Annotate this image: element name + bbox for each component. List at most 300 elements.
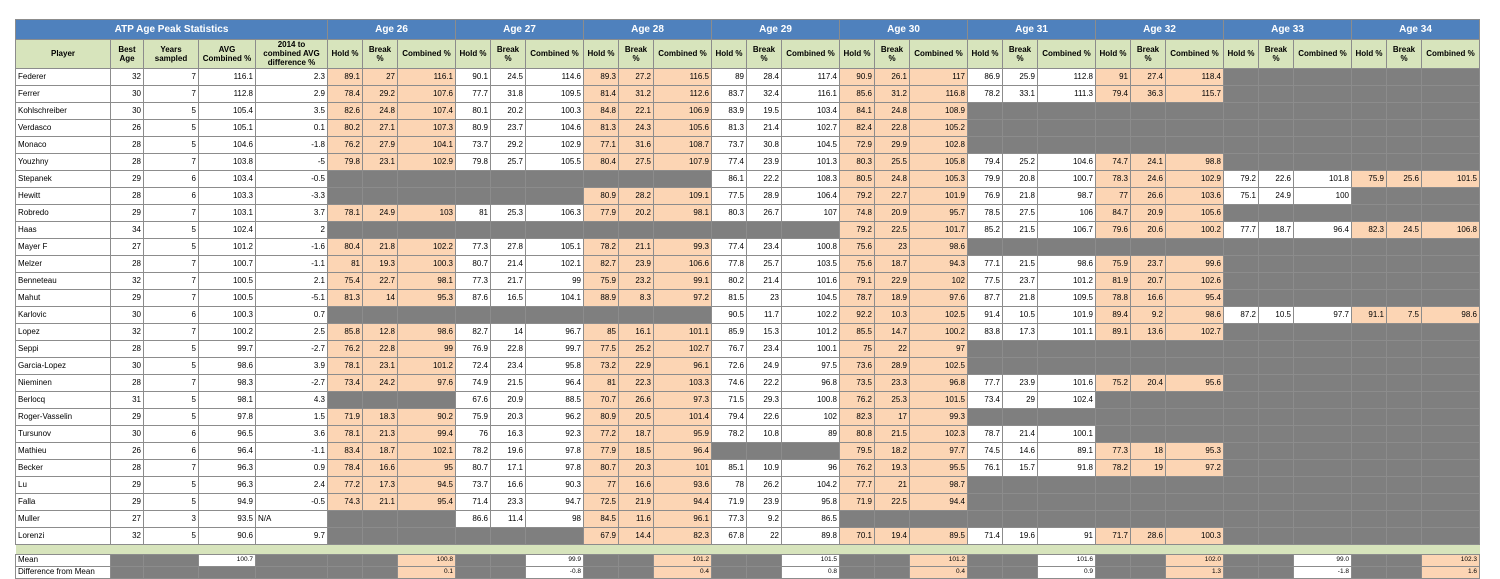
break-cell: 27.9 xyxy=(363,136,398,153)
combined-cell: 99 xyxy=(526,272,584,289)
empty-age-cell xyxy=(1224,374,1259,391)
empty-age-cell xyxy=(1294,391,1352,408)
summary-blank xyxy=(256,554,328,566)
hold-cell: 80.4 xyxy=(584,153,619,170)
hold-cell: 83.4 xyxy=(328,442,363,459)
diff-2014-cell: 4.3 xyxy=(256,391,328,408)
summary-blank xyxy=(491,554,526,566)
years-sampled-column-header: Years sampled xyxy=(144,40,199,69)
player-name: Verdasco xyxy=(16,119,111,136)
break-cell: 23.9 xyxy=(747,153,782,170)
avg-combined-cell: 100.3 xyxy=(199,306,256,323)
empty-age-cell xyxy=(619,221,654,238)
break-cell: 20.9 xyxy=(1131,204,1166,221)
empty-age-cell xyxy=(747,221,782,238)
hold-cell: 77 xyxy=(584,476,619,493)
empty-age-cell xyxy=(1166,425,1224,442)
empty-age-cell xyxy=(654,221,712,238)
empty-age-cell xyxy=(1131,357,1166,374)
empty-age-cell xyxy=(1422,272,1480,289)
empty-age-cell xyxy=(526,170,584,187)
diff-2014-column-header: 2014 to combined AVG difference % xyxy=(256,40,328,69)
hold-cell: 78.2 xyxy=(968,85,1003,102)
empty-age-cell xyxy=(1003,102,1038,119)
combined-cell: 99.6 xyxy=(1166,255,1224,272)
combined-cell: 94.5 xyxy=(398,476,456,493)
break-cell: 22.5 xyxy=(875,221,910,238)
summary-blank xyxy=(456,554,491,566)
avg-combined-cell: 104.6 xyxy=(199,136,256,153)
empty-age-cell xyxy=(1387,102,1422,119)
player-row xyxy=(16,527,1480,544)
empty-age-cell xyxy=(1224,442,1259,459)
break-cell: 23.4 xyxy=(491,357,526,374)
empty-age-cell xyxy=(1096,391,1131,408)
hold-cell: 79.6 xyxy=(1096,221,1131,238)
break-cell: 21.8 xyxy=(1003,289,1038,306)
empty-age-cell xyxy=(1038,340,1096,357)
empty-age-cell xyxy=(328,187,363,204)
age-diff-cell: -1.8 xyxy=(1294,566,1352,578)
empty-age-cell xyxy=(1003,119,1038,136)
empty-age-cell xyxy=(1224,153,1259,170)
avg-combined-cell: 103.1 xyxy=(199,204,256,221)
combined-cell: 100.8 xyxy=(782,238,840,255)
combined-cell: 82.3 xyxy=(654,527,712,544)
combined-cell: 116.1 xyxy=(398,68,456,85)
empty-age-cell xyxy=(1096,408,1131,425)
break-cell: 15.7 xyxy=(1003,459,1038,476)
combined-cell: 101.9 xyxy=(1038,306,1096,323)
empty-age-cell xyxy=(1387,476,1422,493)
combined-cell: 97.8 xyxy=(526,459,584,476)
combined-cell: 115.7 xyxy=(1166,85,1224,102)
break-cell: 24.6 xyxy=(1131,170,1166,187)
hold-cell: 75.6 xyxy=(840,255,875,272)
break-cell: 22.3 xyxy=(619,374,654,391)
combined-cell: 93.6 xyxy=(654,476,712,493)
combined-cell: 106.9 xyxy=(654,102,712,119)
summary-blank xyxy=(968,554,1003,566)
best-age-cell: 26 xyxy=(111,442,144,459)
age-group-header: Age 30 xyxy=(840,20,968,40)
combined-cell: 98.8 xyxy=(1166,153,1224,170)
empty-age-cell xyxy=(1038,238,1096,255)
hold-cell: 77 xyxy=(1096,187,1131,204)
break-cell: 9.2 xyxy=(1131,306,1166,323)
best-age-column-header: Best Age xyxy=(111,40,144,69)
break-cell: 27.1 xyxy=(363,119,398,136)
combined-cell: 96.8 xyxy=(782,374,840,391)
hold-cell: 83.7 xyxy=(712,85,747,102)
break-cell: 29 xyxy=(1003,391,1038,408)
break-cell: 27.5 xyxy=(1003,204,1038,221)
hold-cell: 73.7 xyxy=(712,136,747,153)
empty-age-cell xyxy=(398,391,456,408)
empty-age-cell xyxy=(1294,323,1352,340)
avg-combined-cell: 100.2 xyxy=(199,323,256,340)
combined-cell: 97.5 xyxy=(782,357,840,374)
combined-cell: 95.6 xyxy=(1166,374,1224,391)
player-row xyxy=(16,442,1480,459)
break-column-header: Break % xyxy=(875,40,910,69)
hold-cell: 76.1 xyxy=(968,459,1003,476)
summary-blank xyxy=(491,566,526,578)
empty-age-cell xyxy=(1352,374,1387,391)
break-cell: 24.2 xyxy=(363,374,398,391)
empty-age-cell xyxy=(1294,340,1352,357)
hold-cell: 81 xyxy=(584,374,619,391)
hold-cell: 80.9 xyxy=(456,119,491,136)
break-cell: 27 xyxy=(363,68,398,85)
empty-age-cell xyxy=(1294,68,1352,85)
hold-cell: 82.6 xyxy=(328,102,363,119)
break-cell: 20.9 xyxy=(875,204,910,221)
hold-cell: 74.5 xyxy=(968,442,1003,459)
empty-age-cell xyxy=(1131,119,1166,136)
overall-mean-cell: 100.7 xyxy=(199,554,256,566)
combined-cell: 98.1 xyxy=(654,204,712,221)
age-mean-cell: 101.2 xyxy=(910,554,968,566)
break-cell: 25.2 xyxy=(1003,153,1038,170)
empty-age-cell xyxy=(1387,153,1422,170)
hold-cell: 79.9 xyxy=(968,170,1003,187)
diff-2014-cell: 2.4 xyxy=(256,476,328,493)
break-cell: 14 xyxy=(491,323,526,340)
combined-cell: 117.4 xyxy=(782,68,840,85)
combined-cell: 89.5 xyxy=(910,527,968,544)
combined-cell: 92.3 xyxy=(526,425,584,442)
break-column-header: Break % xyxy=(619,40,654,69)
break-cell: 23.7 xyxy=(1131,255,1166,272)
years-sampled-cell: 7 xyxy=(144,204,199,221)
combined-cell: 99.3 xyxy=(910,408,968,425)
empty-age-cell xyxy=(1259,493,1294,510)
combined-cell: 117 xyxy=(910,68,968,85)
empty-age-cell xyxy=(1259,204,1294,221)
break-cell: 24.9 xyxy=(363,204,398,221)
break-cell: 11.6 xyxy=(619,510,654,527)
empty-age-cell xyxy=(1259,459,1294,476)
summary-blank xyxy=(875,554,910,566)
break-cell: 22.8 xyxy=(491,340,526,357)
combined-cell: 102.8 xyxy=(910,136,968,153)
hold-column-header: Hold % xyxy=(584,40,619,69)
break-cell: 16.5 xyxy=(491,289,526,306)
hold-cell: 78.4 xyxy=(328,85,363,102)
player-row xyxy=(16,323,1480,340)
break-cell: 18.2 xyxy=(875,442,910,459)
empty-age-cell xyxy=(1224,204,1259,221)
break-cell: 36.3 xyxy=(1131,85,1166,102)
empty-age-cell xyxy=(1352,85,1387,102)
years-sampled-cell: 5 xyxy=(144,408,199,425)
player-name: Becker xyxy=(16,459,111,476)
hold-cell: 72.9 xyxy=(840,136,875,153)
hold-cell: 87.2 xyxy=(1224,306,1259,323)
avg-combined-column-header: AVG Combined % xyxy=(199,40,256,69)
combined-cell: 90.2 xyxy=(398,408,456,425)
hold-cell: 77.3 xyxy=(456,272,491,289)
hold-cell: 85.5 xyxy=(840,323,875,340)
combined-cell: 94.4 xyxy=(910,493,968,510)
empty-age-cell xyxy=(526,527,584,544)
years-sampled-cell: 5 xyxy=(144,102,199,119)
years-sampled-cell: 7 xyxy=(144,323,199,340)
empty-age-cell xyxy=(1352,136,1387,153)
empty-age-cell xyxy=(968,119,1003,136)
age-diff-cell: 0.1 xyxy=(398,566,456,578)
empty-age-cell xyxy=(1352,493,1387,510)
best-age-cell: 26 xyxy=(111,119,144,136)
empty-age-cell xyxy=(328,527,363,544)
age-diff-cell: 1.3 xyxy=(1166,566,1224,578)
break-cell: 21.3 xyxy=(363,425,398,442)
empty-age-cell xyxy=(968,476,1003,493)
player-name: Monaco xyxy=(16,136,111,153)
combined-cell: 116.8 xyxy=(910,85,968,102)
combined-cell: 102.1 xyxy=(526,255,584,272)
empty-age-cell xyxy=(1131,493,1166,510)
summary-blank xyxy=(328,554,363,566)
break-cell: 28.2 xyxy=(619,187,654,204)
break-cell: 20.2 xyxy=(619,204,654,221)
empty-age-cell xyxy=(712,442,747,459)
break-cell: 31.2 xyxy=(619,85,654,102)
hold-cell: 91 xyxy=(1096,68,1131,85)
years-sampled-cell: 7 xyxy=(144,272,199,289)
empty-age-cell xyxy=(398,170,456,187)
empty-age-cell xyxy=(1003,493,1038,510)
break-cell: 14.4 xyxy=(619,527,654,544)
summary-blank xyxy=(1224,566,1259,578)
summary-blank xyxy=(1131,566,1166,578)
break-cell: 19 xyxy=(1131,459,1166,476)
age-mean-cell: 101.5 xyxy=(782,554,840,566)
combined-cell: 97.8 xyxy=(526,442,584,459)
hold-cell: 86.6 xyxy=(456,510,491,527)
hold-cell: 74.8 xyxy=(840,204,875,221)
diff-2014-cell: -2.7 xyxy=(256,374,328,391)
break-cell: 24.9 xyxy=(1259,187,1294,204)
hold-cell: 92.2 xyxy=(840,306,875,323)
combined-cell: 118.4 xyxy=(1166,68,1224,85)
break-cell: 25.3 xyxy=(875,391,910,408)
empty-age-cell xyxy=(1166,102,1224,119)
best-age-cell: 30 xyxy=(111,425,144,442)
break-cell: 31.2 xyxy=(875,85,910,102)
empty-age-cell xyxy=(1038,357,1096,374)
best-age-cell: 28 xyxy=(111,340,144,357)
hold-cell: 79.4 xyxy=(1096,85,1131,102)
empty-age-cell xyxy=(1259,119,1294,136)
empty-age-cell xyxy=(1387,289,1422,306)
hold-cell: 78.2 xyxy=(584,238,619,255)
break-cell: 20.3 xyxy=(619,459,654,476)
player-name: Nieminen xyxy=(16,374,111,391)
combined-cell: 105.6 xyxy=(1166,204,1224,221)
empty-age-cell xyxy=(1352,204,1387,221)
empty-age-cell xyxy=(363,527,398,544)
hold-cell: 76.9 xyxy=(968,187,1003,204)
empty-age-cell xyxy=(1294,374,1352,391)
hold-cell: 75.1 xyxy=(1224,187,1259,204)
break-cell: 24.8 xyxy=(875,170,910,187)
combined-cell: 100.2 xyxy=(910,323,968,340)
player-name: Roger-Vasselin xyxy=(16,408,111,425)
diff-2014-cell: 2.5 xyxy=(256,323,328,340)
avg-combined-cell: 103.8 xyxy=(199,153,256,170)
hold-cell: 77.3 xyxy=(456,238,491,255)
hold-cell: 71.7 xyxy=(1096,527,1131,544)
best-age-cell: 28 xyxy=(111,136,144,153)
empty-age-cell xyxy=(619,170,654,187)
empty-age-cell xyxy=(968,340,1003,357)
hold-cell: 81.5 xyxy=(712,289,747,306)
age-group-header: Age 31 xyxy=(968,20,1096,40)
combined-cell: 91 xyxy=(1038,527,1096,544)
player-row xyxy=(16,272,1480,289)
empty-age-cell xyxy=(1294,85,1352,102)
hold-cell: 86.9 xyxy=(968,68,1003,85)
avg-combined-cell: 98.1 xyxy=(199,391,256,408)
break-column-header: Break % xyxy=(1003,40,1038,69)
hold-column-header: Hold % xyxy=(1224,40,1259,69)
best-age-cell: 30 xyxy=(111,102,144,119)
empty-age-cell xyxy=(1422,85,1480,102)
summary-label: Difference from Mean xyxy=(16,566,111,578)
combined-cell: 98.7 xyxy=(910,476,968,493)
hold-cell: 73.5 xyxy=(840,374,875,391)
header-row-columns xyxy=(16,40,1480,69)
break-cell: 29.3 xyxy=(747,391,782,408)
hold-cell: 76.7 xyxy=(712,340,747,357)
age-mean-cell: 101.6 xyxy=(1038,554,1096,566)
combined-column-header: Combined % xyxy=(1422,40,1480,69)
age-group-header: Age 34 xyxy=(1352,20,1480,40)
summary-blank xyxy=(968,566,1003,578)
avg-combined-cell: 96.3 xyxy=(199,459,256,476)
combined-cell: 101.2 xyxy=(398,357,456,374)
combined-cell: 98.7 xyxy=(1038,187,1096,204)
empty-age-cell xyxy=(1422,510,1480,527)
combined-cell: 103.4 xyxy=(782,102,840,119)
combined-cell: 102.3 xyxy=(910,425,968,442)
summary-blank xyxy=(256,566,328,578)
combined-cell: 91.8 xyxy=(1038,459,1096,476)
break-column-header: Break % xyxy=(363,40,398,69)
combined-cell: 100.3 xyxy=(1166,527,1224,544)
years-sampled-cell: 5 xyxy=(144,340,199,357)
break-cell: 21.1 xyxy=(363,493,398,510)
empty-age-cell xyxy=(363,221,398,238)
mean-row xyxy=(16,554,1480,566)
diff-2014-cell: 2.9 xyxy=(256,85,328,102)
hold-cell: 77.7 xyxy=(456,85,491,102)
empty-age-cell xyxy=(1422,374,1480,391)
player-name: Garcia-Lopez xyxy=(16,357,111,374)
break-cell: 22.8 xyxy=(363,340,398,357)
empty-age-cell xyxy=(1422,255,1480,272)
best-age-cell: 28 xyxy=(111,255,144,272)
empty-age-cell xyxy=(398,527,456,544)
empty-age-cell xyxy=(456,306,491,323)
combined-cell: 94.3 xyxy=(910,255,968,272)
empty-age-cell xyxy=(1352,510,1387,527)
empty-age-cell xyxy=(1003,340,1038,357)
header-row-age-groups xyxy=(16,20,1480,40)
empty-age-cell xyxy=(363,391,398,408)
years-sampled-cell: 6 xyxy=(144,170,199,187)
player-name: Mathieu xyxy=(16,442,111,459)
empty-age-cell xyxy=(1224,238,1259,255)
break-cell: 20.3 xyxy=(491,408,526,425)
years-sampled-cell: 7 xyxy=(144,459,199,476)
empty-age-cell xyxy=(1294,272,1352,289)
break-cell: 19.6 xyxy=(1003,527,1038,544)
empty-age-cell xyxy=(491,170,526,187)
combined-cell: 105.3 xyxy=(910,170,968,187)
empty-age-cell xyxy=(491,221,526,238)
empty-age-cell xyxy=(1224,510,1259,527)
summary-blank xyxy=(619,566,654,578)
diff-2014-cell: N/A xyxy=(256,510,328,527)
hold-cell: 71.4 xyxy=(968,527,1003,544)
player-name: Falla xyxy=(16,493,111,510)
hold-cell: 80.9 xyxy=(584,408,619,425)
hold-cell: 88.9 xyxy=(584,289,619,306)
break-cell: 23.2 xyxy=(619,272,654,289)
break-cell: 20.9 xyxy=(491,391,526,408)
combined-cell: 95.4 xyxy=(1166,289,1224,306)
empty-age-cell xyxy=(1387,204,1422,221)
empty-age-cell xyxy=(1387,510,1422,527)
empty-age-cell xyxy=(654,306,712,323)
avg-combined-cell: 93.5 xyxy=(199,510,256,527)
empty-age-cell xyxy=(840,510,875,527)
break-cell: 16.1 xyxy=(619,323,654,340)
empty-age-cell xyxy=(1224,527,1259,544)
diff-2014-cell: 3.5 xyxy=(256,102,328,119)
empty-age-cell xyxy=(398,221,456,238)
empty-age-cell xyxy=(456,170,491,187)
combined-cell: 109.1 xyxy=(654,187,712,204)
empty-age-cell xyxy=(1352,238,1387,255)
hold-cell: 84.5 xyxy=(584,510,619,527)
empty-age-cell xyxy=(1259,425,1294,442)
empty-age-cell xyxy=(526,187,584,204)
empty-age-cell xyxy=(328,306,363,323)
hold-cell: 77.8 xyxy=(712,255,747,272)
hold-cell: 82.7 xyxy=(456,323,491,340)
break-cell: 23.9 xyxy=(619,255,654,272)
years-sampled-cell: 7 xyxy=(144,85,199,102)
hold-cell: 79.5 xyxy=(840,442,875,459)
age-group-header: Age 28 xyxy=(584,20,712,40)
empty-age-cell xyxy=(1259,289,1294,306)
combined-cell: 100.1 xyxy=(1038,425,1096,442)
combined-cell: 96.4 xyxy=(526,374,584,391)
break-cell: 21.8 xyxy=(363,238,398,255)
hold-cell: 75.9 xyxy=(1096,255,1131,272)
hold-cell: 82.7 xyxy=(584,255,619,272)
years-sampled-cell: 5 xyxy=(144,527,199,544)
empty-age-cell xyxy=(1259,374,1294,391)
break-cell: 25.6 xyxy=(1387,170,1422,187)
break-cell: 21.8 xyxy=(1003,187,1038,204)
age-group-header: Age 32 xyxy=(1096,20,1224,40)
empty-age-cell xyxy=(1259,357,1294,374)
